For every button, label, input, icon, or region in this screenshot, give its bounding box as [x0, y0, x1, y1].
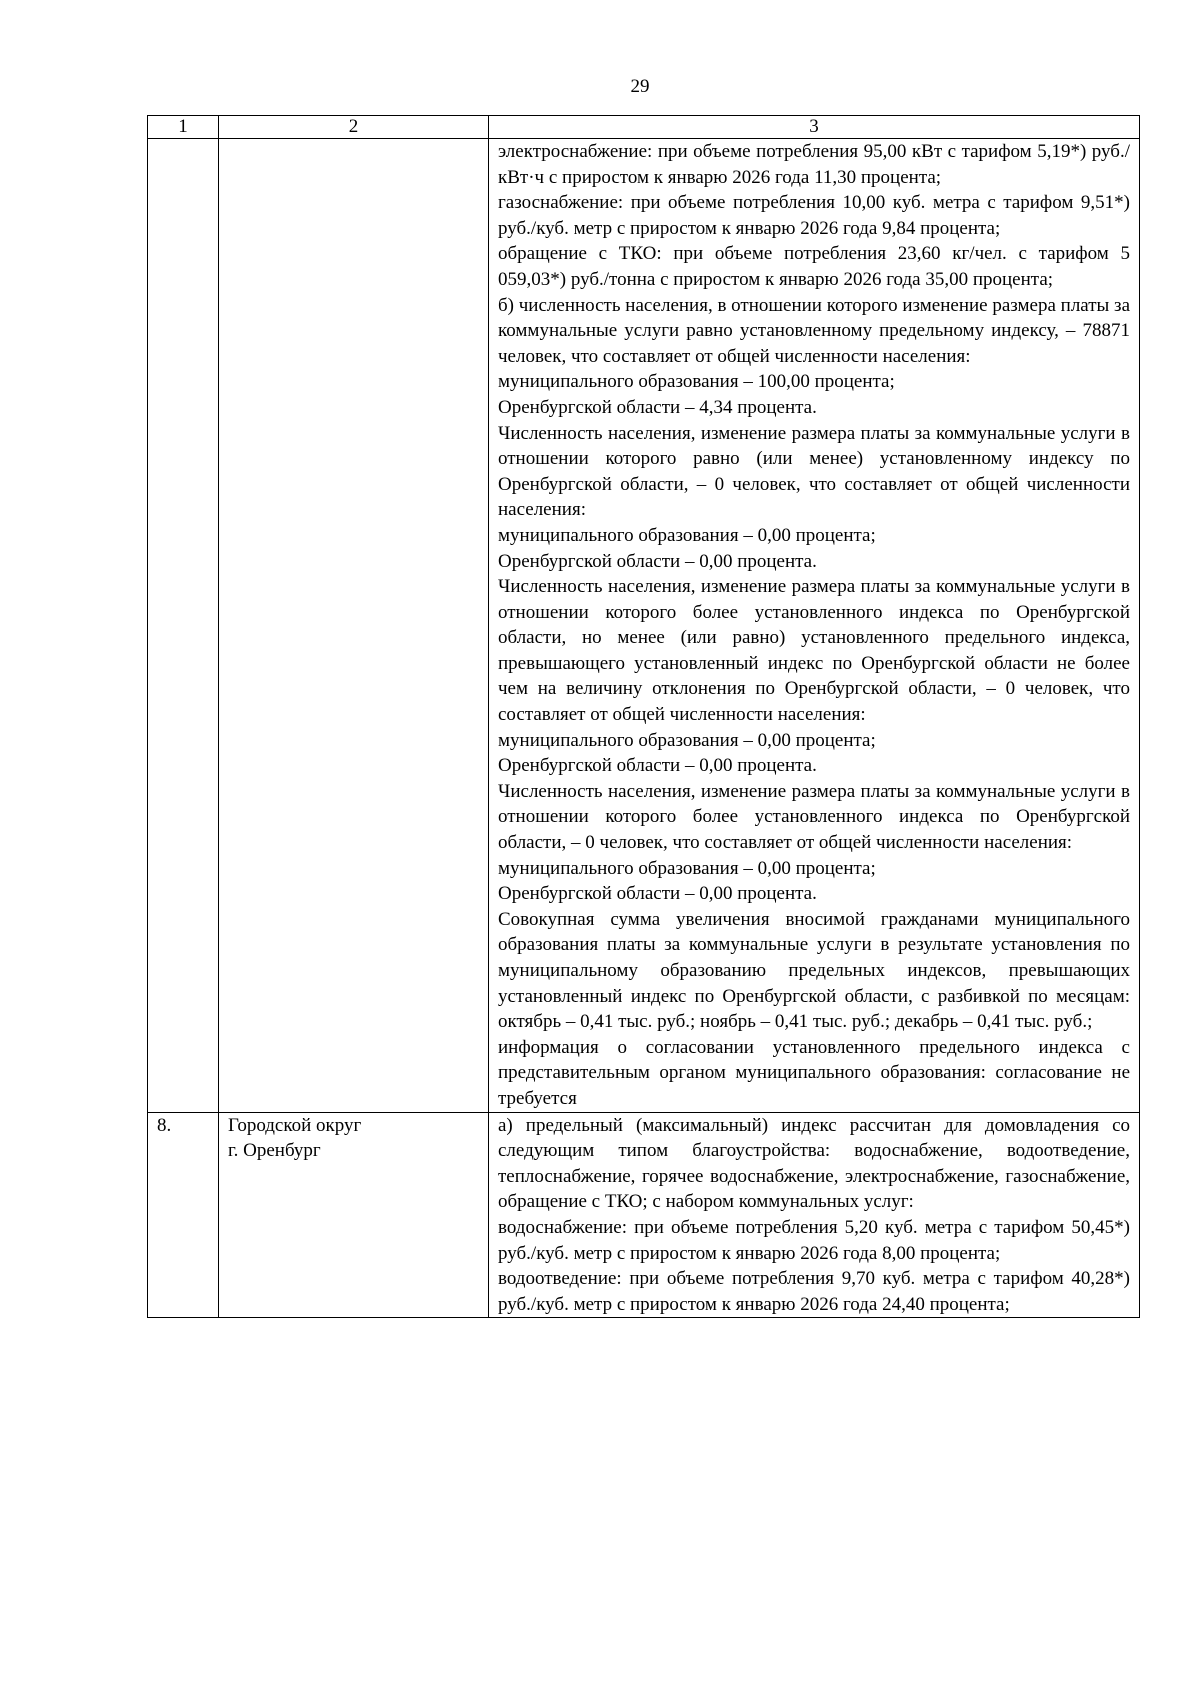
description-cell [489, 1112, 1140, 1318]
paragraph: муниципального образования – 0,00 процента; [498, 729, 876, 751]
paragraph: а) предельный (максимальный) индекс рассчитан для домовладения со следующим типом благоустройства: водоснабжение, водоотведение, теплоснабжение, горячее водоснабжение, электроснабжение, газоснабжение, обращение с ТКО; с набором коммунальных услуг: [498, 1114, 1130, 1213]
paragraph: Оренбургской области – 0,00 процента. [498, 883, 817, 905]
paragraph: Численность населения, изменение размера платы за коммунальные услуги в отношении которого равно (или менее) установленному индексу по Оренбургской области, – 0 человек, что составляет от общей численности населения: [498, 422, 1130, 521]
row-number-cell [148, 139, 219, 1113]
table-row-continuation [148, 139, 1140, 1113]
paragraph: б) численность населения, в отношении которого изменение размера платы за коммунальные услуги равно установленному предельному индексу, – 78871 человек, что составляет от общей численности населения: [498, 294, 1131, 367]
column-header-3: 3 [489, 116, 1140, 139]
paragraph: Численность населения, изменение размера платы за коммунальные услуги в отношении которого более установленного индекса по Оренбургской области, но менее (или равно) установленного предельного индекса, превышающего установленный индекс по Оренбургской области не более чем на величину отклонения по Оренбургской области, – 0 человек, что составляет от общей численности населения: [498, 576, 1130, 726]
paragraph: Оренбургской области – 0,00 процента. [498, 550, 817, 572]
paragraph: газоснабжение: при объеме потребления 10,00 куб. метра с тарифом 9,51*) руб./куб. метр с приростом к январю 2026 года 9,84 процента; [498, 192, 1130, 239]
municipality-cell [219, 139, 489, 1113]
municipality-line: г. Оренбург [228, 1140, 321, 1162]
paragraph: муниципального образования – 100,00 процента; [498, 371, 895, 393]
municipality-cell [219, 1112, 489, 1318]
table-header-row [148, 116, 1140, 139]
paragraph: информация о согласовании установленного предельного индекса с представительным органом муниципального образования: согласование не требуется [498, 1036, 1130, 1109]
column-header-2: 2 [219, 116, 489, 139]
column-header-1: 1 [148, 116, 219, 139]
paragraph: обращение с ТКО: при объеме потребления 23,60 кг/чел. с тарифом 5 059,03*) руб./тонна с приростом к январю 2026 года 35,00 процента; [498, 243, 1130, 290]
paragraph: электроснабжение: при объеме потребления 95,00 кВт с тарифом 5,19*) руб./кВт·ч с приростом к январю 2026 года 11,30 процента; [498, 141, 1130, 188]
row-number-cell: 8. [148, 1112, 219, 1318]
table-row-8 [148, 1112, 1140, 1318]
paragraph: муниципального образования – 0,00 процента; [498, 857, 876, 879]
paragraph: Совокупная сумма увеличения вносимой гражданами муниципального образования платы за коммунальные услуги в результате установления по муниципальному образованию предельных индексов, превышающих установленный индекс по Оренбургской области, с разбивкой по месяцам: октябрь – 0,41 тыс. руб.; ноябрь – 0,41 тыс. руб.; декабрь – 0,41 тыс. руб.; [498, 908, 1130, 1033]
paragraph: Численность населения, изменение размера платы за коммунальные услуги в отношении которого более установленного индекса по Оренбургской области, – 0 человек, что составляет от общей численности населения: [498, 780, 1130, 854]
description-cell [489, 139, 1140, 1113]
paragraph: водоснабжение: при объеме потребления 5,20 куб. метра с тарифом 50,45*) руб./куб. метр с приростом к январю 2026 года 8,00 процента; [498, 1216, 1130, 1264]
page-number: 29 [630, 76, 650, 97]
data-table [147, 115, 1140, 1318]
paragraph: Оренбургской области – 0,00 процента. [498, 755, 817, 777]
municipality-line: Городской округ [228, 1114, 362, 1136]
paragraph: водоотведение: при объеме потребления 9,70 куб. метра с тарифом 40,28*) руб./куб. метр с приростом к январю 2026 года 24,40 процента; [498, 1268, 1130, 1315]
paragraph: муниципального образования – 0,00 процента; [498, 524, 876, 546]
paragraph: Оренбургской области – 4,34 процента. [498, 396, 817, 418]
